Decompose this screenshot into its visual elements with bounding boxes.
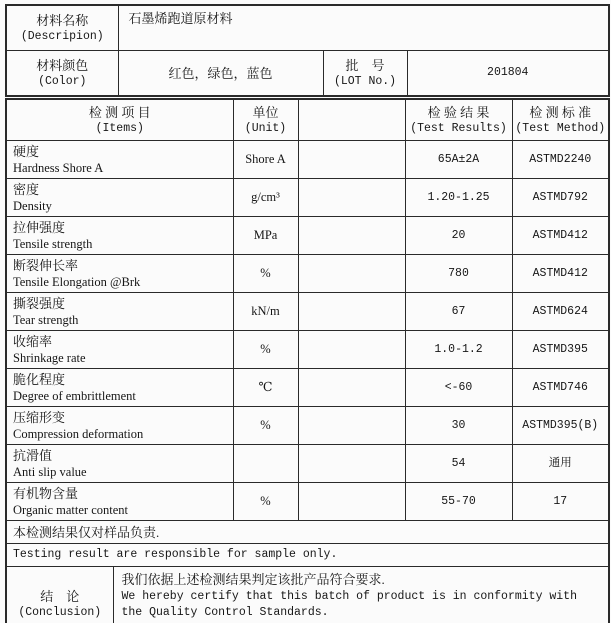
note-text-en: Testing result are responsible for sample only. — [6, 544, 609, 567]
method-cell: ASTMD2240 — [512, 141, 609, 179]
test-rows — [6, 141, 609, 521]
method-cell: ASTMD792 — [512, 179, 609, 217]
item-name-en: Tensile strength — [13, 236, 93, 251]
spacer-cell — [298, 255, 405, 293]
header-results-en: (Test Results) — [410, 121, 507, 135]
conclusion-label-zh: 结 论 — [40, 588, 80, 604]
item-name-en: Shrinkage rate — [13, 350, 86, 365]
method-cell: ASTMD412 — [512, 217, 609, 255]
material-color-row — [6, 51, 609, 97]
header-items-en: (Items) — [95, 121, 144, 135]
method-cell: ASTMD412 — [512, 255, 609, 293]
spacer-cell — [298, 217, 405, 255]
material-name-row — [6, 5, 609, 51]
material-color-label-zh: 材料颜色 — [36, 57, 89, 73]
spacer-cell — [298, 483, 405, 521]
method-cell: ASTMD624 — [512, 293, 609, 331]
material-color-value: 红色，绿色，蓝色 — [118, 51, 323, 97]
header-method-en: (Test Method) — [515, 121, 606, 135]
item-name-zh: 撕裂强度 — [13, 295, 66, 311]
note-row-en — [6, 544, 609, 567]
lot-number-label — [323, 51, 407, 97]
item-name-zh: 压缩形变 — [13, 409, 66, 425]
conclusion-text — [113, 567, 609, 623]
conclusion-label — [6, 567, 113, 623]
unit-cell: MPa — [233, 217, 298, 255]
method-cell: 17 — [512, 483, 609, 521]
table-row — [6, 331, 609, 369]
test-item-cell — [6, 255, 233, 293]
material-name-label — [6, 5, 118, 51]
result-cell: 30 — [405, 407, 512, 445]
item-name-zh: 断裂伸长率 — [13, 257, 79, 273]
result-cell: 67 — [405, 293, 512, 331]
result-cell: 1.20-1.25 — [405, 179, 512, 217]
table-row — [6, 483, 609, 521]
table-row — [6, 293, 609, 331]
method-cell: ASTMD395(B) — [512, 407, 609, 445]
result-cell: 780 — [405, 255, 512, 293]
unit-cell: % — [233, 255, 298, 293]
spacer-cell — [298, 445, 405, 483]
header-spacer — [298, 99, 405, 141]
spacer-cell — [298, 407, 405, 445]
result-cell: 55-70 — [405, 483, 512, 521]
test-item-cell — [6, 483, 233, 521]
item-name-en: Organic matter content — [13, 502, 129, 517]
item-name-en: Tensile Elongation @Brk — [13, 274, 141, 289]
header-unit — [233, 99, 298, 141]
test-item-cell — [6, 179, 233, 217]
unit-cell — [233, 445, 298, 483]
spacer-cell — [298, 369, 405, 407]
item-name-en: Degree of embrittlement — [13, 388, 136, 403]
result-cell: 1.0-1.2 — [405, 331, 512, 369]
test-item-cell — [6, 445, 233, 483]
material-color-label-en: (Color) — [38, 74, 87, 88]
note-text-zh: 本检测结果仅对样品负责. — [6, 521, 609, 544]
table-row — [6, 179, 609, 217]
conclusion-text-en: We hereby certify that this batch of product is in conformity with the Quality Control Standards. — [121, 590, 577, 619]
unit-cell: % — [233, 331, 298, 369]
header-unit-zh: 单位 — [252, 104, 279, 120]
header-items-zh: 检 测 项 目 — [88, 104, 151, 120]
header-method-zh: 检 测 标 准 — [529, 104, 592, 120]
material-color-label — [6, 51, 118, 97]
unit-cell: g/cm³ — [233, 179, 298, 217]
method-cell: ASTMD395 — [512, 331, 609, 369]
conclusion-label-en: (Conclusion) — [18, 605, 102, 619]
header-method — [512, 99, 609, 141]
item-name-zh: 抗滑值 — [13, 447, 53, 463]
lot-number-value: 201804 — [407, 51, 609, 97]
lot-number-label-en: (LOT No.) — [333, 74, 397, 88]
header-results — [405, 99, 512, 141]
item-name-en: Anti slip value — [13, 464, 87, 479]
table-row — [6, 445, 609, 483]
header-items — [6, 99, 233, 141]
item-name-zh: 有机物含量 — [13, 485, 79, 501]
method-cell: ASTMD746 — [512, 369, 609, 407]
spacer-cell — [298, 179, 405, 217]
table-row — [6, 407, 609, 445]
header-unit-en: (Unit) — [244, 121, 287, 135]
item-name-zh: 脆化程度 — [13, 371, 66, 387]
material-name-label-en: (Descripion) — [20, 29, 104, 43]
unit-cell: kN/m — [233, 293, 298, 331]
spacer-cell — [298, 331, 405, 369]
item-name-zh: 拉伸强度 — [13, 219, 66, 235]
item-name-zh: 密度 — [13, 181, 40, 197]
item-name-en: Hardness Shore A — [13, 160, 104, 175]
spacer-cell — [298, 293, 405, 331]
test-item-cell — [6, 331, 233, 369]
material-name-label-zh: 材料名称 — [36, 12, 89, 28]
item-name-zh: 收缩率 — [13, 333, 53, 349]
conclusion-text-zh: 我们依据上述检测结果判定该批产品符合要求. — [121, 572, 385, 587]
unit-cell: ℃ — [233, 369, 298, 407]
test-item-cell — [6, 141, 233, 179]
unit-cell: Shore A — [233, 141, 298, 179]
unit-cell: % — [233, 483, 298, 521]
table-row — [6, 255, 609, 293]
test-item-cell — [6, 293, 233, 331]
item-name-en: Compression deformation — [13, 426, 144, 441]
spacer-cell — [298, 141, 405, 179]
material-info-table — [5, 4, 610, 97]
test-item-cell — [6, 217, 233, 255]
material-name-value: 石墨烯跑道原材料 — [118, 5, 609, 51]
table-row — [6, 141, 609, 179]
note-row-zh — [6, 521, 609, 544]
result-cell: 20 — [405, 217, 512, 255]
test-results-table — [5, 98, 610, 623]
test-item-cell — [6, 407, 233, 445]
item-name-zh: 硬度 — [13, 143, 40, 159]
unit-cell: % — [233, 407, 298, 445]
item-name-en: Tear strength — [13, 312, 79, 327]
lot-number-label-zh: 批 号 — [345, 57, 385, 73]
result-cell: 65A±2A — [405, 141, 512, 179]
method-cell: 通用 — [512, 445, 609, 483]
result-cell: <-60 — [405, 369, 512, 407]
test-item-cell — [6, 369, 233, 407]
header-results-zh: 检 验 结 果 — [427, 104, 490, 120]
item-name-en: Density — [13, 198, 52, 213]
conclusion-row — [6, 567, 609, 623]
table-header-row — [6, 99, 609, 141]
table-row — [6, 217, 609, 255]
result-cell: 54 — [405, 445, 512, 483]
table-row — [6, 369, 609, 407]
